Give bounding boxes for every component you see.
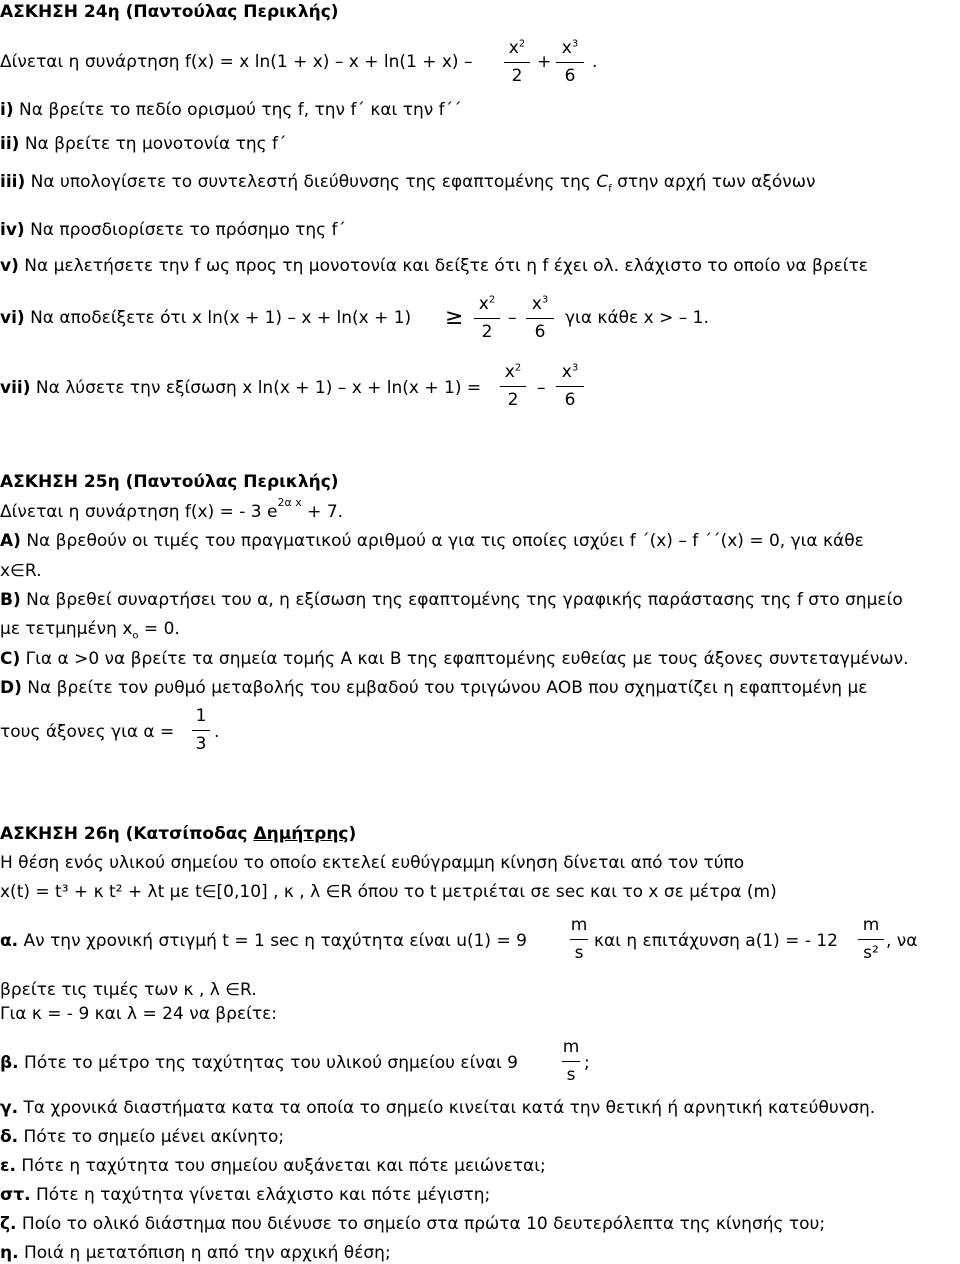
ex24-vi-frac-x3-over-6: $x^3$ 6 xyxy=(531,294,549,342)
ex25-item-D-cont: τους άξονες για α = xyxy=(0,722,175,742)
fraction-bar xyxy=(526,318,554,319)
ex24-item-vi: vi) Να αποδείξετε ότι x ln(x + 1) – x + ln(x + 1) xyxy=(0,308,412,328)
ex26-item-st: στ. Πότε η ταχύτητα γίνεται ελάχιστο και πότε μέγιστη; xyxy=(0,1185,491,1205)
fraction-bar xyxy=(858,939,884,940)
ex26-item-c: γ. Τα χρονικά διαστήματα κατα τα οποία το σημείο κινείται κατά την θετική ή αρνητική κατεύθυνση. xyxy=(0,1098,876,1118)
ex25-frac-1-over-3: 1 3 xyxy=(195,706,207,754)
exercise-26-title: ΑΣΚΗΣΗ 26η (Κατσίποδας Δημήτρης) xyxy=(0,824,357,844)
ex24-frac-x2-over-2: $x^2$ 2 xyxy=(508,38,526,86)
ex26-item-b: β. Πότε το μέτρο της ταχύτητας του υλικού σημείου είναι 9 xyxy=(0,1053,518,1073)
ex24-frac-x3-over-6: $x^3$ 6 xyxy=(561,38,579,86)
ex26-formula: x(t) = t³ + κ t² + λt με t∈[0,10] , κ , λ ∈R όπου το t μετριέται σε sec και το x σε μέτρα (m) xyxy=(0,882,777,902)
ex24-item-i: i) Να βρείτε το πεδίο ορισμού της f, την f΄ και την f΄΄ xyxy=(0,100,462,120)
ex24-given-function: Δίνεται η συνάρτηση f(x) = x ln(1 + x) – x + ln(1 + x) – xyxy=(0,52,473,72)
fraction-bar xyxy=(556,62,584,63)
ex26-item-a: α. Αν την χρονική στιγμή t = 1 sec η ταχύτητα είναι u(1) = 9 xyxy=(0,931,527,951)
fraction-bar xyxy=(192,730,210,731)
fraction-bar xyxy=(474,318,500,319)
ex25-item-D: D) Να βρείτε τον ρυθμό μεταβολής του εμβαδού του τριγώνου ΑΟΒ που σχηματίζει η εφαπτομένη με xyxy=(0,678,868,698)
ex24-item-ii: ii) Να βρείτε τη μονοτονία της f΄ xyxy=(0,134,287,154)
exercise-24-title: ΑΣΚΗΣΗ 24η (Παντούλας Περικλής) xyxy=(0,2,339,22)
ex26-intro: Η θέση ενός υλικού σημείου το οποίο εκτελεί ευθύγραμμη κίνηση δίνεται από τον τύπο xyxy=(0,853,745,873)
ex25-given-function: Δίνεται η συνάρτηση f(x) = - 3 $e^{2\alpha x} + 7$. xyxy=(0,496,344,522)
ex26-item-h: η. Ποιά η μετατόπιση η από την αρχική θέση; xyxy=(0,1243,391,1263)
ex25-item-C: C) Για α >0 να βρείτε τα σημεία τομής Α και Β της εφαπτομένης ευθείας με τους άξονες συντεταγμένων. xyxy=(0,649,909,669)
exercise-25-title: ΑΣΚΗΣΗ 25η (Παντούλας Περικλής) xyxy=(0,472,339,492)
fraction-bar xyxy=(570,939,588,940)
ex25-item-A: A) Να βρεθούν οι τιμές του πραγματικού αριθμού α για τις οποίες ισχύει f ΄(x) – f ΄΄(x) = 0, για κάθε xyxy=(0,531,864,551)
ex26-frac-m-over-s2: m s² xyxy=(862,915,880,963)
ex25-item-B-cont: με τετμημένη $x_o = 0$. xyxy=(0,619,180,642)
fraction-bar xyxy=(556,386,584,387)
ex25-item-A-cont: x∈R. xyxy=(0,561,42,581)
fraction-bar xyxy=(562,1061,580,1062)
ex25-item-B: B) Να βρεθεί συναρτήσει του α, η εξίσωση της εφαπτομένης της γραφικής παράστασης της f στο σημείο xyxy=(0,590,903,610)
geq-symbol: ≥ xyxy=(445,305,464,330)
ex24-item-vii: vii) Να λύσετε την εξίσωση x ln(x + 1) – x + ln(x + 1) = xyxy=(0,378,482,398)
ex24-item-iv: iv) Να προσδιορίσετε το πρόσημο της f΄ xyxy=(0,220,347,240)
ex24-vii-frac-x3-over-6: $x^3$ 6 xyxy=(561,362,579,410)
ex26-given-values: Για κ = - 9 και λ = 24 να βρείτε: xyxy=(0,1004,278,1024)
ex26-item-z: ζ. Ποίο το ολικό διάστημα που διένυσε το σημείο στα πρώτα 10 δευτερόλεπτα της κίνησής του; xyxy=(0,1214,826,1234)
ex24-item-iii: iii) Να υπολογίσετε το συντελεστή διεύθυνσης της εφαπτομένης της $C_f$ στην αρχή των αξόνων xyxy=(0,172,816,195)
ex26-item-a-cont: βρείτε τις τιμές των κ , λ ∈R. xyxy=(0,980,257,1000)
ex24-item-v: v) Να μελετήσετε την f ως προς τη μονοτονία και δείξτε ότι η f έχει ολ. ελάχιστο το οποίο να βρείτε xyxy=(0,256,868,276)
ex26-item-e: ε. Πότε η ταχύτητα του σημείου αυξάνεται και πότε μειώνεται; xyxy=(0,1156,546,1176)
fraction-bar xyxy=(500,386,526,387)
fraction-bar xyxy=(504,62,530,63)
ex24-vi-frac-x2-over-2: $x^2$ 2 xyxy=(478,294,496,342)
ex26-frac-m-over-s: m s xyxy=(570,915,588,963)
ex26-b-frac-m-over-s: m s xyxy=(562,1037,580,1085)
ex26-item-d: δ. Πότε το σημείο μένει ακίνητο; xyxy=(0,1127,285,1147)
ex24-vii-frac-x2-over-2: $x^2$ 2 xyxy=(504,362,522,410)
